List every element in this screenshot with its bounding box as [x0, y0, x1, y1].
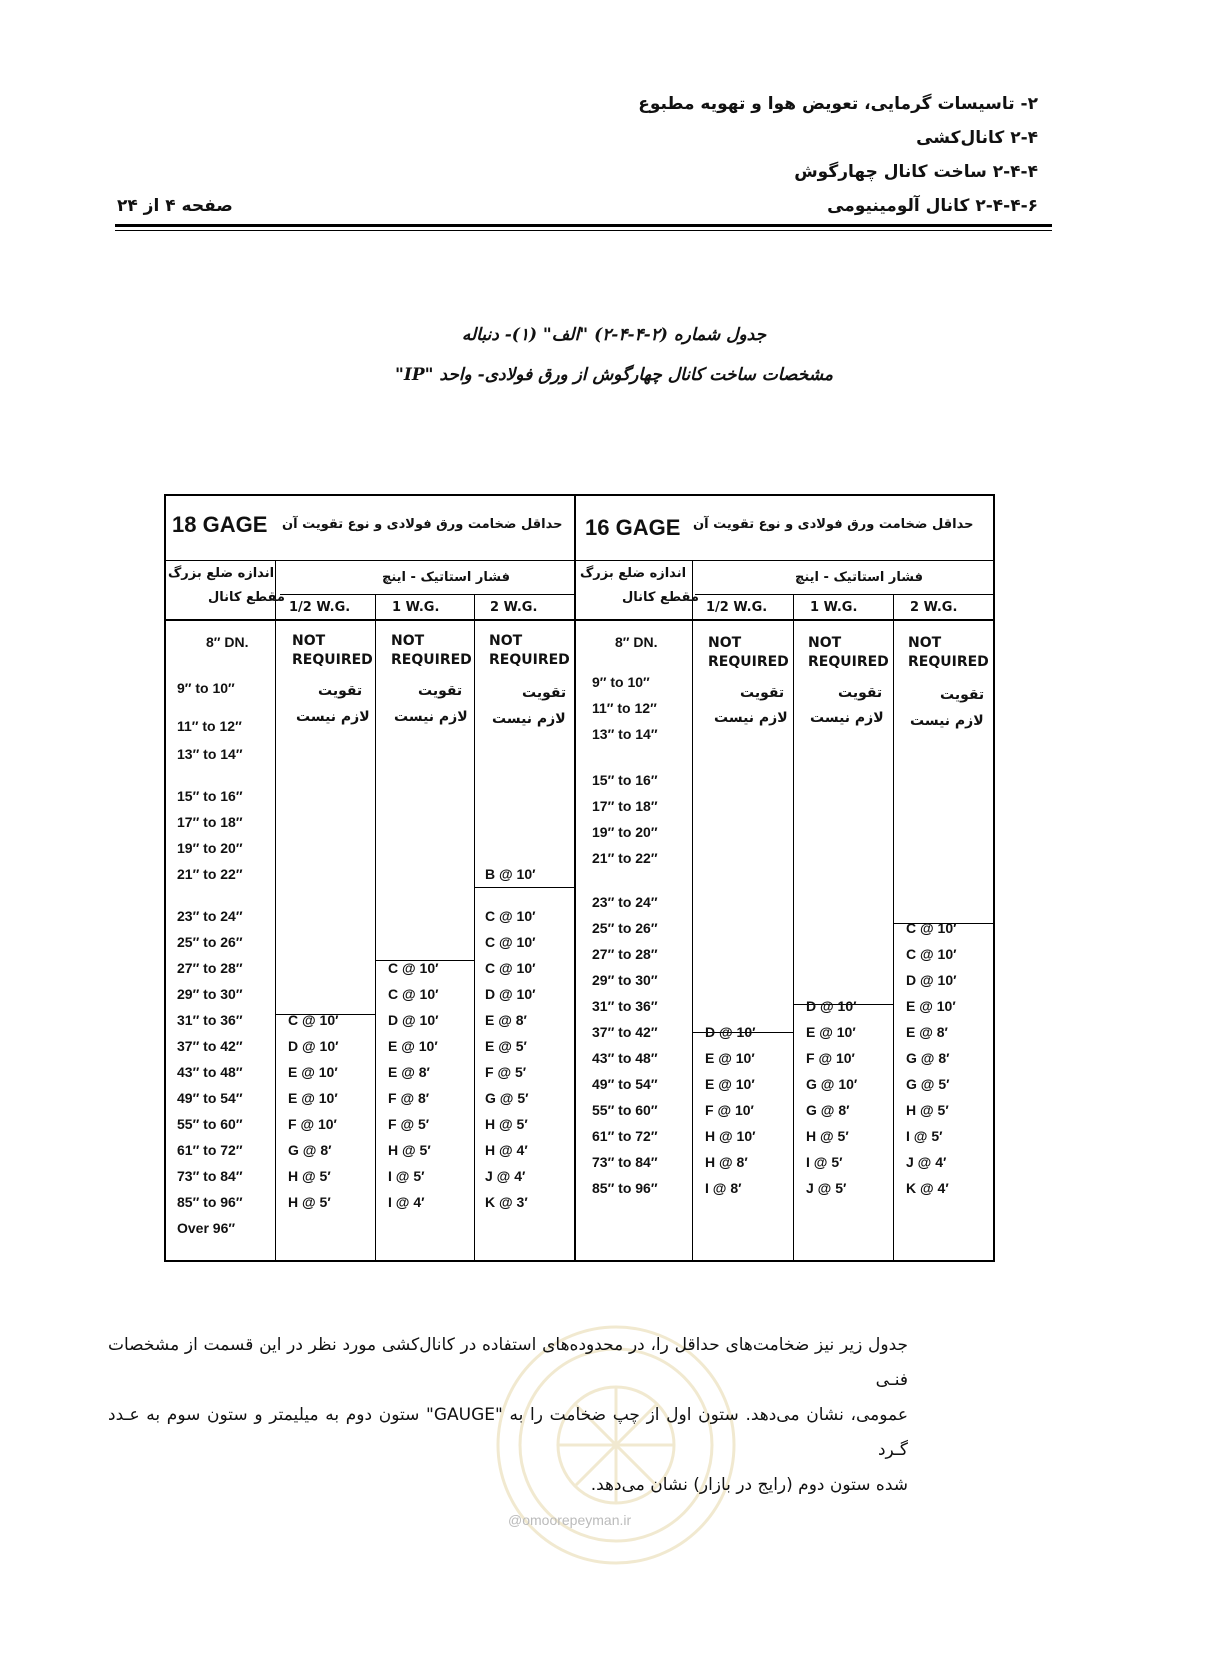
left-half-value: E @ 10′: [288, 1090, 338, 1106]
right-two-value: I @ 5′: [906, 1128, 943, 1144]
left-two-value: E @ 5′: [485, 1038, 527, 1054]
paragraph-line-1: جدول زیر نیز ضخامت‌های حداقل را، در محدوده‌های استفاده در کانال‌کشی مورد نظر در این قسمت از مشخصات فنـی: [108, 1335, 908, 1390]
left-size-row: Over 96″: [177, 1220, 236, 1236]
left-size-row: 85″ to 96″: [177, 1194, 243, 1210]
right-one-value: G @ 10′: [806, 1076, 858, 1092]
right-size-row: 31″ to 36″: [592, 998, 658, 1014]
left-size-row: 27″ to 28″: [177, 960, 243, 976]
columns-divider: [164, 619, 995, 621]
left-size-row: 25″ to 26″: [177, 934, 243, 950]
left-size-row: 9″ to 10″: [177, 680, 235, 696]
table-title: جدول شماره (۲-۴-۴-۲) "الف" (۱)- دنباله: [461, 325, 767, 345]
left-two-value: H @ 5′: [485, 1116, 528, 1132]
left-one-value: I @ 4′: [388, 1194, 425, 1210]
right-gage-label: 16 GAGE: [585, 515, 681, 540]
right-two-value: D @ 10′: [906, 972, 957, 988]
left-gage-label: 18 GAGE: [172, 512, 268, 537]
right-two-not-required: NOT REQUIRED: [908, 635, 989, 670]
right-size-col-divider: [692, 560, 693, 1262]
left-two-value: B @ 10′: [485, 866, 536, 882]
left-half-value: D @ 10′: [288, 1038, 339, 1054]
right-one-value: H @ 5′: [806, 1128, 849, 1144]
left-one-fa-2: لازم نیست: [394, 709, 468, 725]
header-section-line-4: ۲-۴-۴-۶ کانال آلومینیومی: [827, 196, 1038, 216]
left-half-value: G @ 8′: [288, 1142, 332, 1158]
paragraph-line-2: عمومی، نشان می‌دهد. ستون اول از چپ ضخامت را به "GAUGE" ستون دوم به میلیمتر و ستون سوم به عـدد گـرد: [108, 1405, 909, 1460]
right-size-row: 43″ to 48″: [592, 1050, 658, 1066]
left-one-value: F @ 8′: [388, 1090, 430, 1106]
right-half-fa-1: تقویت: [740, 685, 785, 701]
left-size-row: 31″ to 36″: [177, 1012, 243, 1028]
right-two-value: E @ 8′: [906, 1024, 948, 1040]
left-two-value: E @ 8′: [485, 1012, 527, 1028]
left-two-value: C @ 10′: [485, 934, 536, 950]
right-col-two-header: 2 W.G.: [910, 600, 958, 615]
right-size-row: 61″ to 72″: [592, 1128, 658, 1144]
left-size-row: 61″ to 72″: [177, 1142, 243, 1158]
left-two-step: [475, 887, 574, 888]
header-section-line-3: ۲-۴-۴ ساخت کانال چهارگوش: [794, 162, 1038, 182]
right-size-row: 85″ to 96″: [592, 1180, 658, 1196]
page-number: صفحه ۴ از ۲۴: [117, 196, 233, 216]
left-one-value: C @ 10′: [388, 960, 439, 976]
left-size-row: 73″ to 84″: [177, 1168, 243, 1184]
right-size-row: 23″ to 24″: [592, 894, 658, 910]
left-size-row: 19″ to 20″: [177, 840, 243, 856]
left-size-row: 55″ to 60″: [177, 1116, 243, 1132]
left-one-value: H @ 5′: [388, 1142, 431, 1158]
right-half-value: H @ 8′: [705, 1154, 748, 1170]
left-pressure-divider: [280, 594, 574, 595]
right-side-label-1: اندازه ضلع بزرگ: [580, 566, 687, 581]
right-pressure-divider: [695, 594, 995, 595]
left-half-value: H @ 5′: [288, 1194, 331, 1210]
left-two-fa-1: تقویت: [522, 685, 567, 701]
right-half-value: F @ 10′: [705, 1102, 754, 1118]
left-size-row: 29″ to 30″: [177, 986, 243, 1002]
right-two-fa-1: تقویت: [940, 687, 985, 703]
left-size-row: 21″ to 22″: [177, 866, 243, 882]
table-subtitle: مشخصات ساخت کانال چهارگوش از ورق فولادی- واحد "IP": [395, 365, 833, 385]
right-side-label-2: مقطع کانال: [622, 590, 699, 605]
right-half-value: E @ 10′: [705, 1050, 755, 1066]
left-two-fa-2: لازم نیست: [492, 711, 566, 727]
left-half-fa-1: تقویت: [318, 683, 363, 699]
right-two-value: J @ 4′: [906, 1154, 947, 1170]
header-rule-thin: [115, 230, 1052, 231]
left-col-half-divider: [375, 594, 376, 1262]
right-size-row: 13″ to 14″: [592, 726, 658, 742]
body-paragraph: [108, 1328, 908, 1503]
left-size-row: 8″ DN.: [206, 634, 249, 650]
left-size-row: 15″ to 16″: [177, 788, 243, 804]
left-one-fa-1: تقویت: [418, 683, 463, 699]
left-size-col-divider: [275, 560, 276, 1262]
left-two-value: G @ 5′: [485, 1090, 529, 1106]
right-size-row: 9″ to 10″: [592, 674, 650, 690]
right-two-value: H @ 5′: [906, 1102, 949, 1118]
left-two-not-required: NOT REQUIRED: [489, 633, 570, 668]
left-size-row: 13″ to 14″: [177, 746, 243, 762]
right-col-half-header: 1/2 W.G.: [706, 600, 768, 615]
right-two-fa-2: لازم نیست: [910, 713, 984, 729]
left-half-fa-2: لازم نیست: [296, 709, 370, 725]
left-one-value: E @ 10′: [388, 1038, 438, 1054]
watermark-text: @omoorepeyman.ir: [508, 1512, 632, 1528]
right-size-row: 15″ to 16″: [592, 772, 658, 788]
right-one-fa-1: تقویت: [838, 685, 883, 701]
left-size-row: 11″ to 12″: [177, 718, 242, 734]
left-half-not-required: NOT REQUIRED: [292, 633, 373, 668]
left-side-label-1: اندازه ضلع بزرگ: [168, 566, 275, 581]
right-two-value: E @ 10′: [906, 998, 956, 1014]
left-half-value: E @ 10′: [288, 1064, 338, 1080]
right-header-text: حداقل ضخامت ورق فولادی و نوع تقویت آن: [693, 517, 974, 532]
right-half-value: E @ 10′: [705, 1076, 755, 1092]
right-col-one-header: 1 W.G.: [810, 600, 858, 615]
right-one-not-required: NOT REQUIRED: [808, 635, 889, 670]
left-one-value: C @ 10′: [388, 986, 439, 1002]
left-pressure-label: فشار استاتیک - اینچ: [382, 570, 511, 585]
left-two-value: C @ 10′: [485, 960, 536, 976]
right-size-row: 49″ to 54″: [592, 1076, 658, 1092]
right-two-value: C @ 10′: [906, 920, 957, 936]
left-two-value: C @ 10′: [485, 908, 536, 924]
left-two-value: K @ 3′: [485, 1194, 528, 1210]
right-pressure-label: فشار استاتیک - اینچ: [795, 570, 924, 585]
left-side-label-2: مقطع کانال: [208, 590, 285, 605]
right-size-row: 21″ to 22″: [592, 850, 658, 866]
right-two-value: C @ 10′: [906, 946, 957, 962]
left-one-value: F @ 5′: [388, 1116, 430, 1132]
header-divider: [164, 560, 995, 561]
left-col-half-header: 1/2 W.G.: [289, 600, 351, 615]
right-one-value: J @ 5′: [806, 1180, 847, 1196]
left-two-value: F @ 5′: [485, 1064, 527, 1080]
right-size-row: 37″ to 42″: [592, 1024, 658, 1040]
header-section-line-2: ۲-۴ کانال‌کشی: [916, 128, 1038, 148]
header-section-line-1: ۲- تاسیسات گرمایی، تعویض هوا و تهویه مطبوع: [638, 94, 1038, 114]
right-one-value: D @ 10′: [806, 998, 857, 1014]
right-half-not-required: NOT REQUIRED: [708, 635, 789, 670]
right-one-value: E @ 10′: [806, 1024, 856, 1040]
right-half-value: D @ 10′: [705, 1024, 756, 1040]
left-one-value: I @ 5′: [388, 1168, 425, 1184]
right-one-value: I @ 5′: [806, 1154, 843, 1170]
right-size-row: 55″ to 60″: [592, 1102, 658, 1118]
left-one-value: E @ 8′: [388, 1064, 430, 1080]
left-half-value: C @ 10′: [288, 1012, 339, 1028]
right-one-value: F @ 10′: [806, 1050, 855, 1066]
right-one-fa-2: لازم نیست: [810, 710, 884, 726]
left-one-value: D @ 10′: [388, 1012, 439, 1028]
block-divider: [574, 494, 576, 1262]
left-half-value: F @ 10′: [288, 1116, 337, 1132]
right-half-value: H @ 10′: [705, 1128, 756, 1144]
right-size-row: 25″ to 26″: [592, 920, 658, 936]
left-size-row: 23″ to 24″: [177, 908, 243, 924]
left-half-value: H @ 5′: [288, 1168, 331, 1184]
left-size-row: 43″ to 48″: [177, 1064, 243, 1080]
right-size-row: 27″ to 28″: [592, 946, 658, 962]
left-col-one-header: 1 W.G.: [392, 600, 440, 615]
right-two-value: K @ 4′: [906, 1180, 949, 1196]
right-half-fa-2: لازم نیست: [714, 710, 788, 726]
left-two-value: H @ 4′: [485, 1142, 528, 1158]
header-rule-thick: [115, 224, 1052, 227]
left-two-value: J @ 4′: [485, 1168, 526, 1184]
left-two-value: D @ 10′: [485, 986, 536, 1002]
right-two-value: G @ 5′: [906, 1076, 950, 1092]
right-size-row: 17″ to 18″: [592, 798, 658, 814]
right-size-row: 19″ to 20″: [592, 824, 658, 840]
right-half-value: I @ 8′: [705, 1180, 742, 1196]
right-size-row: 73″ to 84″: [592, 1154, 658, 1170]
right-size-row: 11″ to 12″: [592, 700, 657, 716]
left-header-text: حداقل ضخامت ورق فولادی و نوع تقویت آن: [282, 517, 563, 532]
right-one-value: G @ 8′: [806, 1102, 850, 1118]
right-two-value: G @ 8′: [906, 1050, 950, 1066]
left-one-not-required: NOT REQUIRED: [391, 633, 472, 668]
right-col-half-divider: [793, 594, 794, 1262]
left-size-row: 49″ to 54″: [177, 1090, 243, 1106]
right-size-row: 29″ to 30″: [592, 972, 658, 988]
left-size-row: 37″ to 42″: [177, 1038, 243, 1054]
paragraph-line-3: شده ستون دوم (رایج در بازار) نشان می‌دهد.: [590, 1475, 908, 1495]
left-col-one-divider: [474, 594, 475, 1262]
left-col-two-header: 2 W.G.: [490, 600, 538, 615]
right-size-row: 8″ DN.: [615, 634, 658, 650]
right-col-one-divider: [893, 594, 894, 1262]
left-size-row: 17″ to 18″: [177, 814, 243, 830]
